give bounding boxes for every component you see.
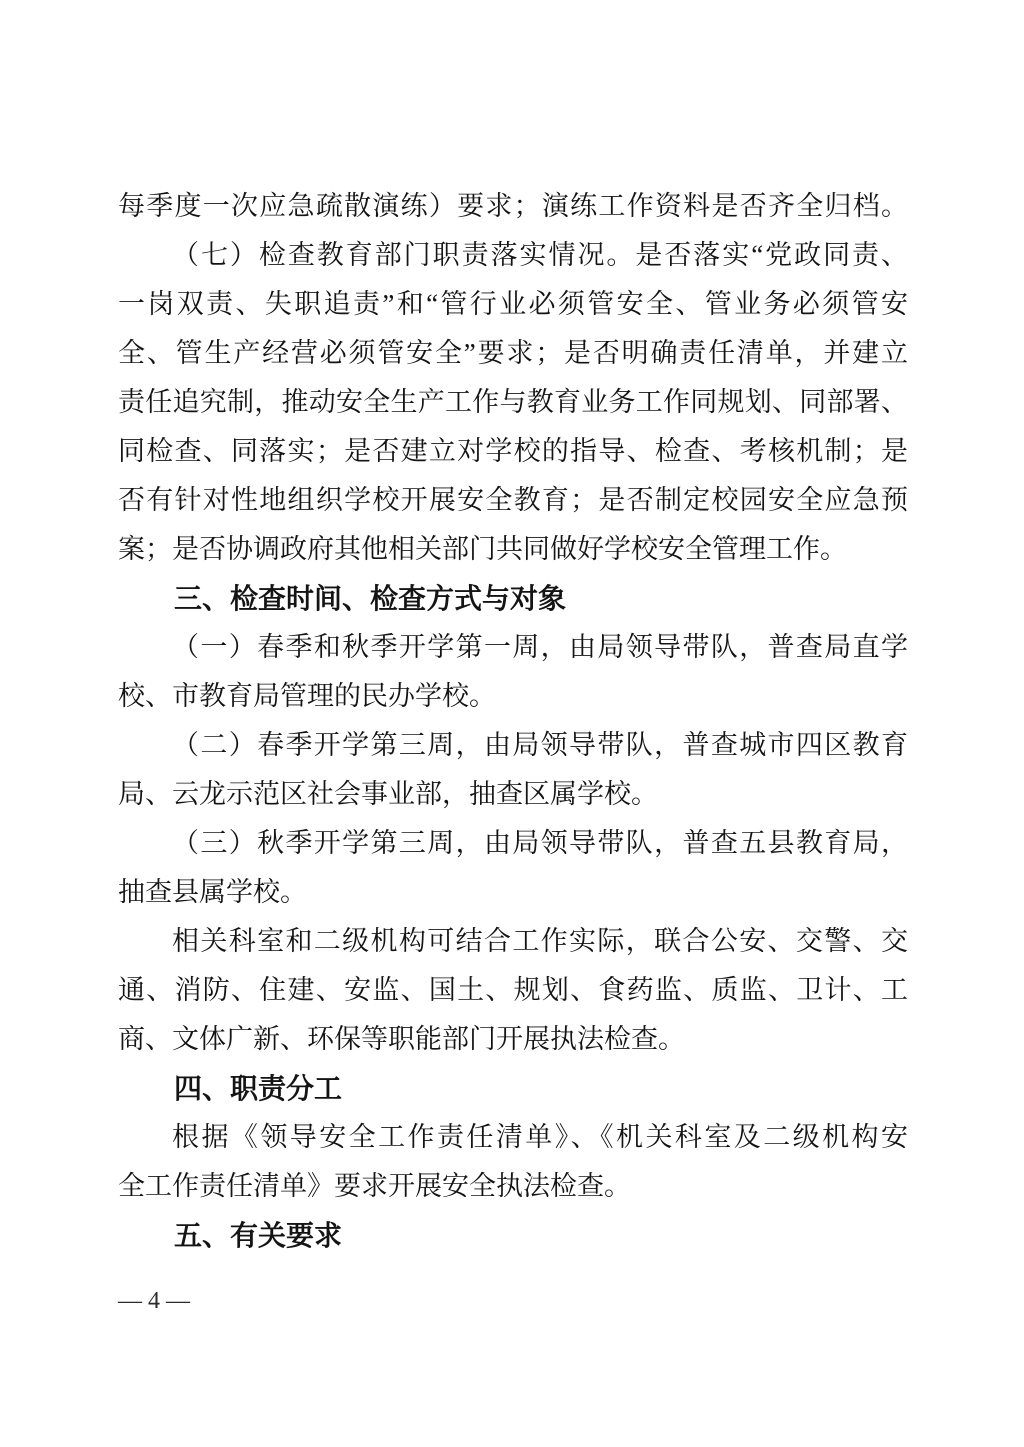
document-body [118, 182, 908, 1260]
text-line: 通、消防、住建、安监、国土、规划、食药监、质监、卫计、工 [118, 975, 908, 1005]
text-line: 根据《领导安全工作责任清单》、《机关科室及二级机构安 [172, 1122, 908, 1152]
text-line: 同检查、同落实；是否建立对学校的指导、检查、考核机制；是 [118, 436, 908, 466]
section-heading: 三、检查时间、检查方式与对象 [174, 583, 567, 614]
text-line: 每季度一次应急疏散演练）要求；演练工作资料是否齐全归档。 [118, 191, 908, 221]
text-line: 相关科室和二级机构可结合工作实际，联合公安、交警、交 [172, 926, 908, 956]
text-line: 抽查县属学校。 [118, 877, 307, 907]
text-line: 案；是否协调政府其他相关部门共同做好学校安全管理工作。 [118, 534, 847, 564]
text-line: 全工作责任清单》要求开展安全执法检查。 [118, 1171, 631, 1201]
text-line: （二）春季开学第三周，由局领导带队，普查城市四区教育 [172, 730, 908, 760]
text-line: 责任追究制，推动安全生产工作与教育业务工作同规划、同部署、 [118, 387, 908, 417]
text-line: 校、市教育局管理的民办学校。 [118, 681, 496, 711]
text-line: 商、文体广新、环保等职能部门开展执法检查。 [118, 1024, 685, 1054]
page-number: — 4 — [118, 1288, 190, 1314]
text-line: 一岗双责、失职追责”和“管行业必须管安全、管业务必须管安 [118, 289, 908, 319]
text-line: （七）检查教育部门职责落实情况。是否落实“党政同责、 [172, 240, 908, 270]
section-heading: 五、有关要求 [174, 1220, 343, 1251]
section-heading: 四、职责分工 [174, 1073, 343, 1104]
text-line: （三）秋季开学第三周，由局领导带队，普查五县教育局， [172, 828, 908, 858]
text-line: 否有针对性地组织学校开展安全教育；是否制定校园安全应急预 [118, 485, 908, 515]
text-line: 局、云龙示范区社会事业部，抽查区属学校。 [118, 779, 658, 809]
text-line: 全、管生产经营必须管安全”要求；是否明确责任清单，并建立 [118, 338, 908, 368]
text-line: （一）春季和秋季开学第一周，由局领导带队，普查局直学 [172, 632, 908, 662]
